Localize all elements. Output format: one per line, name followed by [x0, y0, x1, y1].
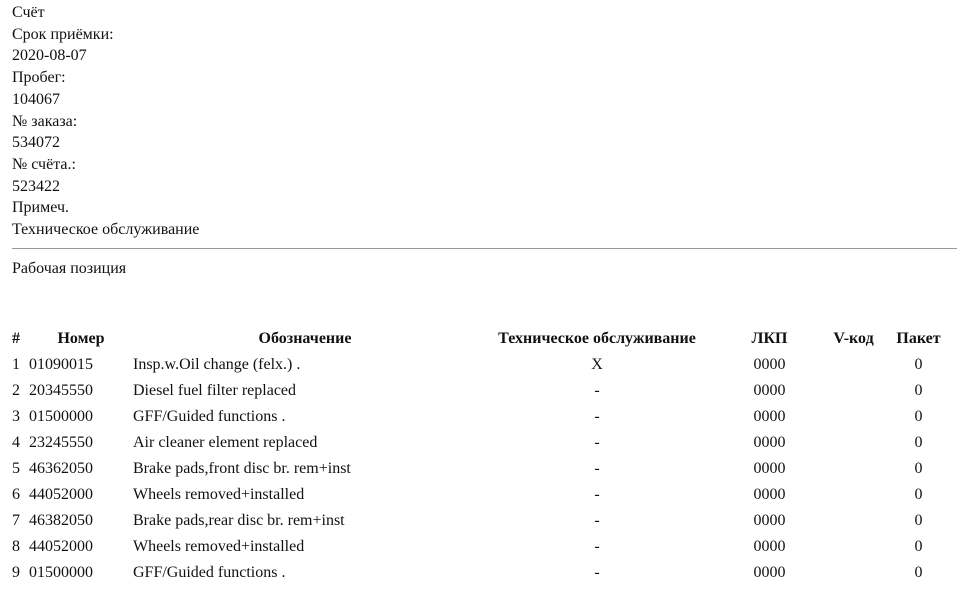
row-v-code [822, 560, 885, 586]
due-date-value: 2020-08-07 [12, 47, 87, 65]
row-maintenance-flag: - [594, 382, 600, 399]
row-v-code [822, 404, 885, 430]
order-number-value: 534072 [12, 134, 60, 152]
document-type: Счёт [12, 4, 45, 21]
row-lkp: 0000 [753, 382, 786, 399]
row-lkp: 0000 [753, 434, 786, 451]
row-package: 0 [914, 382, 923, 399]
row-maintenance-flag: - [594, 408, 600, 425]
note-value: Техническое обслуживание [12, 221, 200, 239]
column-header-lkp: ЛКП [751, 330, 788, 347]
row-description: GFF/Guided functions . [133, 408, 286, 425]
table-row [12, 430, 952, 456]
note-label: Примеч. [12, 199, 69, 217]
table-row [12, 352, 952, 378]
work-items-table [12, 326, 952, 586]
row-number: 9 [12, 564, 20, 581]
row-package: 0 [914, 564, 923, 581]
row-number: 2 [12, 382, 20, 399]
row-number: 6 [12, 486, 20, 503]
row-v-code [822, 456, 885, 482]
invoice-header [12, 2, 199, 241]
row-package: 0 [914, 434, 923, 451]
row-code: 23245550 [29, 434, 93, 451]
row-package: 0 [914, 512, 923, 529]
row-description: GFF/Guided functions . [133, 564, 286, 581]
column-header-description: Обозначение [258, 330, 352, 347]
table-row [12, 404, 952, 430]
row-number: 8 [12, 538, 20, 555]
row-v-code [822, 352, 885, 378]
row-lkp: 0000 [753, 356, 786, 373]
row-v-code [822, 534, 885, 560]
row-maintenance-flag: X [591, 356, 603, 373]
column-header-code: Номер [57, 330, 105, 347]
row-number: 1 [12, 356, 20, 373]
row-number: 7 [12, 512, 20, 529]
column-header-package: Пакет [896, 330, 941, 347]
row-v-code [822, 378, 885, 404]
row-number: 4 [12, 434, 20, 451]
row-maintenance-flag: - [594, 512, 600, 529]
row-lkp: 0000 [753, 512, 786, 529]
row-maintenance-flag: - [594, 564, 600, 581]
row-v-code [822, 482, 885, 508]
row-description: Air cleaner element replaced [133, 434, 318, 451]
row-package: 0 [914, 408, 923, 425]
row-maintenance-flag: - [594, 434, 600, 451]
row-lkp: 0000 [753, 564, 786, 581]
section-divider [12, 248, 957, 249]
table-row [12, 482, 952, 508]
mileage-value: 104067 [12, 90, 60, 108]
row-code: 01500000 [29, 564, 93, 581]
mileage-label: Пробег: [12, 69, 66, 87]
table-row [12, 378, 952, 404]
column-header-maintenance: Техническое обслуживание [498, 330, 696, 347]
due-date-label: Срок приёмки: [12, 25, 114, 43]
row-package: 0 [914, 356, 923, 373]
row-v-code [822, 508, 885, 534]
row-lkp: 0000 [753, 486, 786, 503]
row-description: Diesel fuel filter replaced [133, 382, 297, 399]
row-lkp: 0000 [753, 408, 786, 425]
row-code: 44052000 [29, 486, 93, 503]
row-code: 01500000 [29, 408, 93, 425]
table-row [12, 560, 952, 586]
row-maintenance-flag: - [594, 486, 600, 503]
row-code: 46382050 [29, 512, 93, 529]
order-number-label: № заказа: [12, 112, 78, 130]
table-row [12, 456, 952, 482]
row-package: 0 [914, 538, 923, 555]
row-lkp: 0000 [753, 460, 786, 477]
row-number: 5 [12, 460, 20, 477]
row-description: Wheels removed+installed [133, 486, 305, 503]
column-header-v-code: V-код [833, 330, 874, 347]
row-description: Brake pads,rear disc br. rem+inst [133, 512, 345, 529]
section-title: Рабочая позиция [12, 260, 127, 277]
row-code: 46362050 [29, 460, 93, 477]
row-code: 44052000 [29, 538, 93, 555]
table-row [12, 534, 952, 560]
row-maintenance-flag: - [594, 460, 600, 477]
table-row [12, 508, 952, 534]
table-header-row [12, 326, 952, 352]
row-number: 3 [12, 408, 20, 425]
row-maintenance-flag: - [594, 538, 600, 555]
row-package: 0 [914, 460, 923, 477]
row-description: Insp.w.Oil change (felx.) . [133, 356, 301, 373]
row-description: Wheels removed+installed [133, 538, 305, 555]
invoice-number-value: 523422 [12, 177, 60, 195]
row-lkp: 0000 [753, 538, 786, 555]
invoice-number-label: № счёта.: [12, 155, 76, 173]
column-header-number: # [12, 330, 20, 347]
row-v-code [822, 430, 885, 456]
row-code: 01090015 [29, 356, 93, 373]
row-code: 20345550 [29, 382, 93, 399]
row-package: 0 [914, 486, 923, 503]
row-description: Brake pads,front disc br. rem+inst [133, 460, 351, 477]
